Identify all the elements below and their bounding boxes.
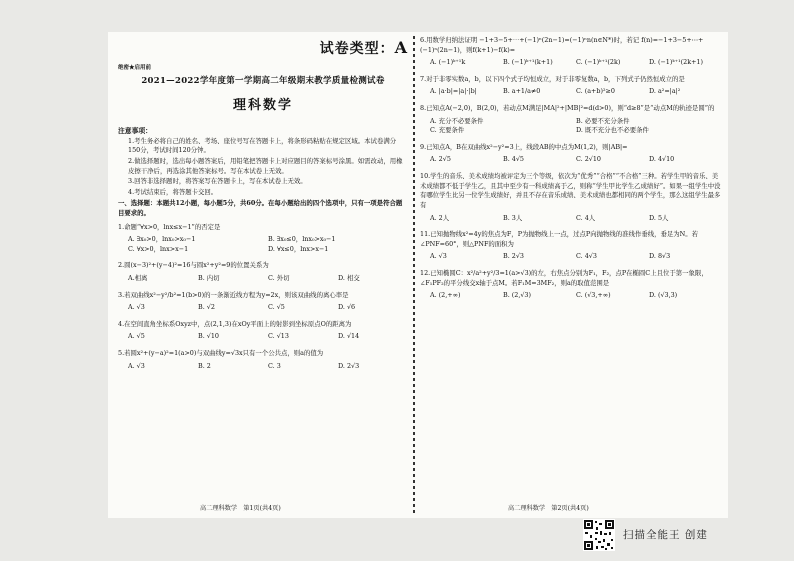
question-options [128,303,408,313]
answer-option: B. 3人 [503,213,523,222]
question-stem: 8.已知点A(−2,0)，B(2,0)，若动点M满足|MA|²+|MB|²=d(d>0)，则“d≥8”是“动点M的轨迹是圆”的 [420,104,715,113]
notice-title: 注意事项： [118,126,152,135]
answer-option: D. 5人 [649,213,669,222]
answer-option: D. 既不充分也不必要条件 [576,126,649,135]
answer-option: B. (2,√3) [503,291,531,300]
secret-label: 绝密★启用前 [118,65,152,71]
left-column [118,36,408,378]
answer-option: A. √3 [430,252,447,261]
question-stem: 9.已知点A，B在双曲线x²−y²=3上，线段AB的中点为M(1,2)，则|AB|= [420,142,628,151]
answer-option: C. 2√10 [576,155,601,164]
exam-type-prefix: 试卷类型： [319,41,395,57]
answer-option: D. 相交 [338,274,360,282]
question-stem: 6.用数学归纳法证明 −1+3−5+⋯+(−1)ⁿ(2n−1)=(−1)ⁿn(n∈N*)时，若记 f(n)=−1+3−5+⋯+(−1)ⁿ(2n−1)，则f(k+1)−f(k)= [420,36,704,54]
question-stem: 5.若圆x²+(y−a)²=1(a>0)与双曲线y=√3x只有一个公共点，则a的值为 [118,349,324,358]
answer-option: A. 2√5 [430,155,451,164]
question-stem: 10.学生的音乐、美术成绩均被评定为三个等级，依次为“优秀”“合格”“不合格”三种。若学生甲的音乐、美术成绩都不低于学生乙，且其中至少有一科成绩高于乙，则称“学生甲比学生乙成绩好”。如果一组学生中没有哪位学生比另一位学生成绩好，并且不存在音乐成绩、美术成绩也都相同的两个学生，那么这组学生最多有 [420,172,721,209]
subject-title: 理科数学 [232,98,293,113]
left-questions [118,223,408,372]
right-column [420,36,722,308]
question-stem: 11.已知抛物线x²=4y的焦点为F，P为抛物线上一点，过点P向抛物线的准线作垂线，垂足为N。若∠PNF=60°，则△PNF的面积为 [420,230,699,248]
question-options [430,87,722,97]
answer-option: D. 4√10 [649,155,675,164]
exam-title: 2021—2022学年度第一学期高二年级期末教学质量检测试卷 [141,76,385,87]
question-options [128,235,408,254]
right-questions [420,36,722,301]
question-stem: 7.对于非零实数a，b，以下四个式子均恒成立，对于非零复数a，b，下列式子仍然恒成立的是 [420,74,685,83]
answer-option: C. (a+b)²≥0 [576,87,615,96]
answer-option: B. a+1/a≠0 [503,87,541,96]
question-options [430,291,722,301]
answer-option: C. ∀x>0，lnx>x−1 [128,244,189,253]
answer-option: C. 4√3 [576,252,597,261]
question-options [430,155,722,165]
answer-option: A. ∃x₀>0，lnx₀>x₀−1 [128,235,196,244]
answer-option: B. ∃x₀≤0，lnx₀>x₀−1 [268,235,336,244]
question-stem: 4.在空间直角坐标系Oxyz中，点(2,1,3)在xOy平面上的射影到坐标原点O的距离为 [118,319,352,328]
answer-option: B. 4√5 [503,155,524,164]
answer-option: D. √14 [338,332,360,341]
answer-option: A.相离 [128,274,148,282]
answer-option: B. √2 [198,303,215,312]
answer-option: A. √3 [128,303,145,312]
answer-option: C. (−1)ᵏ⁺¹(2k) [576,58,621,67]
answer-option: C. 充要条件 [430,126,465,135]
answer-option: D. ∀x≤0，lnx>x−1 [268,244,329,253]
question-options [430,117,722,136]
question-options [128,332,408,342]
exam-type-letter: A [394,38,408,57]
answer-option: C. 外切 [268,274,290,282]
answer-option: D. (−1)ᵏ⁺¹(2k+1) [649,58,703,67]
question-options [430,214,722,224]
answer-option: C. (√3,+∞) [576,291,611,300]
answer-option: C. √13 [268,332,289,341]
answer-option: C. √5 [268,303,285,312]
exam-type [118,36,408,60]
page-footer-right: 高二理科数学 第2页(共4页) [508,505,589,512]
answer-option: B. (−1)ᵏ⁺¹(k+1) [503,58,553,67]
notice-item: 2.做选择题时，选出每小题答案后，用铅笔把答题卡上对应题目的答案标号涂黑。如需改动，用橡皮擦干净后，再选涂其他答案标号。写在本试卷上无效。 [128,156,403,175]
question-stem: 2.圆(x−3)²+(y−4)²=16与圆x²+y²=9的位置关系为 [118,261,269,270]
notice-item: 4.考试结束后，将答题卡交回。 [128,187,218,196]
answer-option: C. 3 [268,361,281,370]
column-divider [413,36,415,516]
answer-option: A. (2,+∞) [430,291,461,300]
question-options [430,252,722,262]
page-footer-left: 高二理科数学 第1页(共4页) [200,505,281,512]
qr-code-icon [583,519,615,551]
answer-option: B. 2 [198,361,211,370]
answer-option: D. 2√3 [338,361,360,370]
question-stem: 1.命题“∀x>0，lnx≤x−1”的否定是 [118,222,221,231]
answer-option: B. 内切 [198,274,220,282]
notice-item: 1.考生务必将自己的姓名、考场、座位号写在答题卡上，将条形码粘贴在规定区域。本试卷满分150分，考试时间120分钟。 [128,136,397,155]
answer-option: C. 4人 [576,213,596,222]
answer-option: B. 2√3 [503,252,524,261]
question-options [430,58,722,68]
question-stem: 12.已知椭圆C：x²/a²+y²/3=1(a>√3)的左，右焦点分别为F₁，F₂，点P在椭圆C上且位于第一象限，∠F₁PF₂的平分线交x轴于点M。若F₁M=3MF₂，则a的取值范围是 [420,268,708,287]
answer-option: A. √5 [128,332,145,341]
question-options [128,362,408,372]
answer-option: B. √10 [198,332,219,341]
answer-option: A. |a·b|=|a|·|b| [430,87,477,96]
answer-option: A. (−1)ᵏ⁺¹k [430,58,466,67]
answer-option: D. √6 [338,303,356,312]
answer-option: D. (√3,3) [649,291,678,300]
scanner-watermark: 扫描全能王 创建 [623,529,708,541]
answer-option: B. 必要不充分条件 [576,116,630,125]
answer-option: D. a²=|a|² [649,87,681,96]
notice-item: 3.回答非选择题时，将答案写在答题卡上，写在本试卷上无效。 [128,177,307,186]
question-stem: 3.若双曲线x²−y²/b²=1(b>0)的一条渐近线方程为y=2x，则该双曲线的离心率是 [118,290,349,299]
section-heading: 一、选择题：本题共12小题，每小题5分，共60分。在每小题给出的四个选项中，只有一项是符合题目要求的。 [118,199,403,217]
answer-option: A. 2人 [430,213,450,222]
answer-option: A. √3 [128,361,145,370]
notice-block [118,126,408,198]
question-options [128,274,408,284]
answer-option: A. 充分不必要条件 [430,116,484,125]
answer-option: D. 8√3 [649,252,671,261]
